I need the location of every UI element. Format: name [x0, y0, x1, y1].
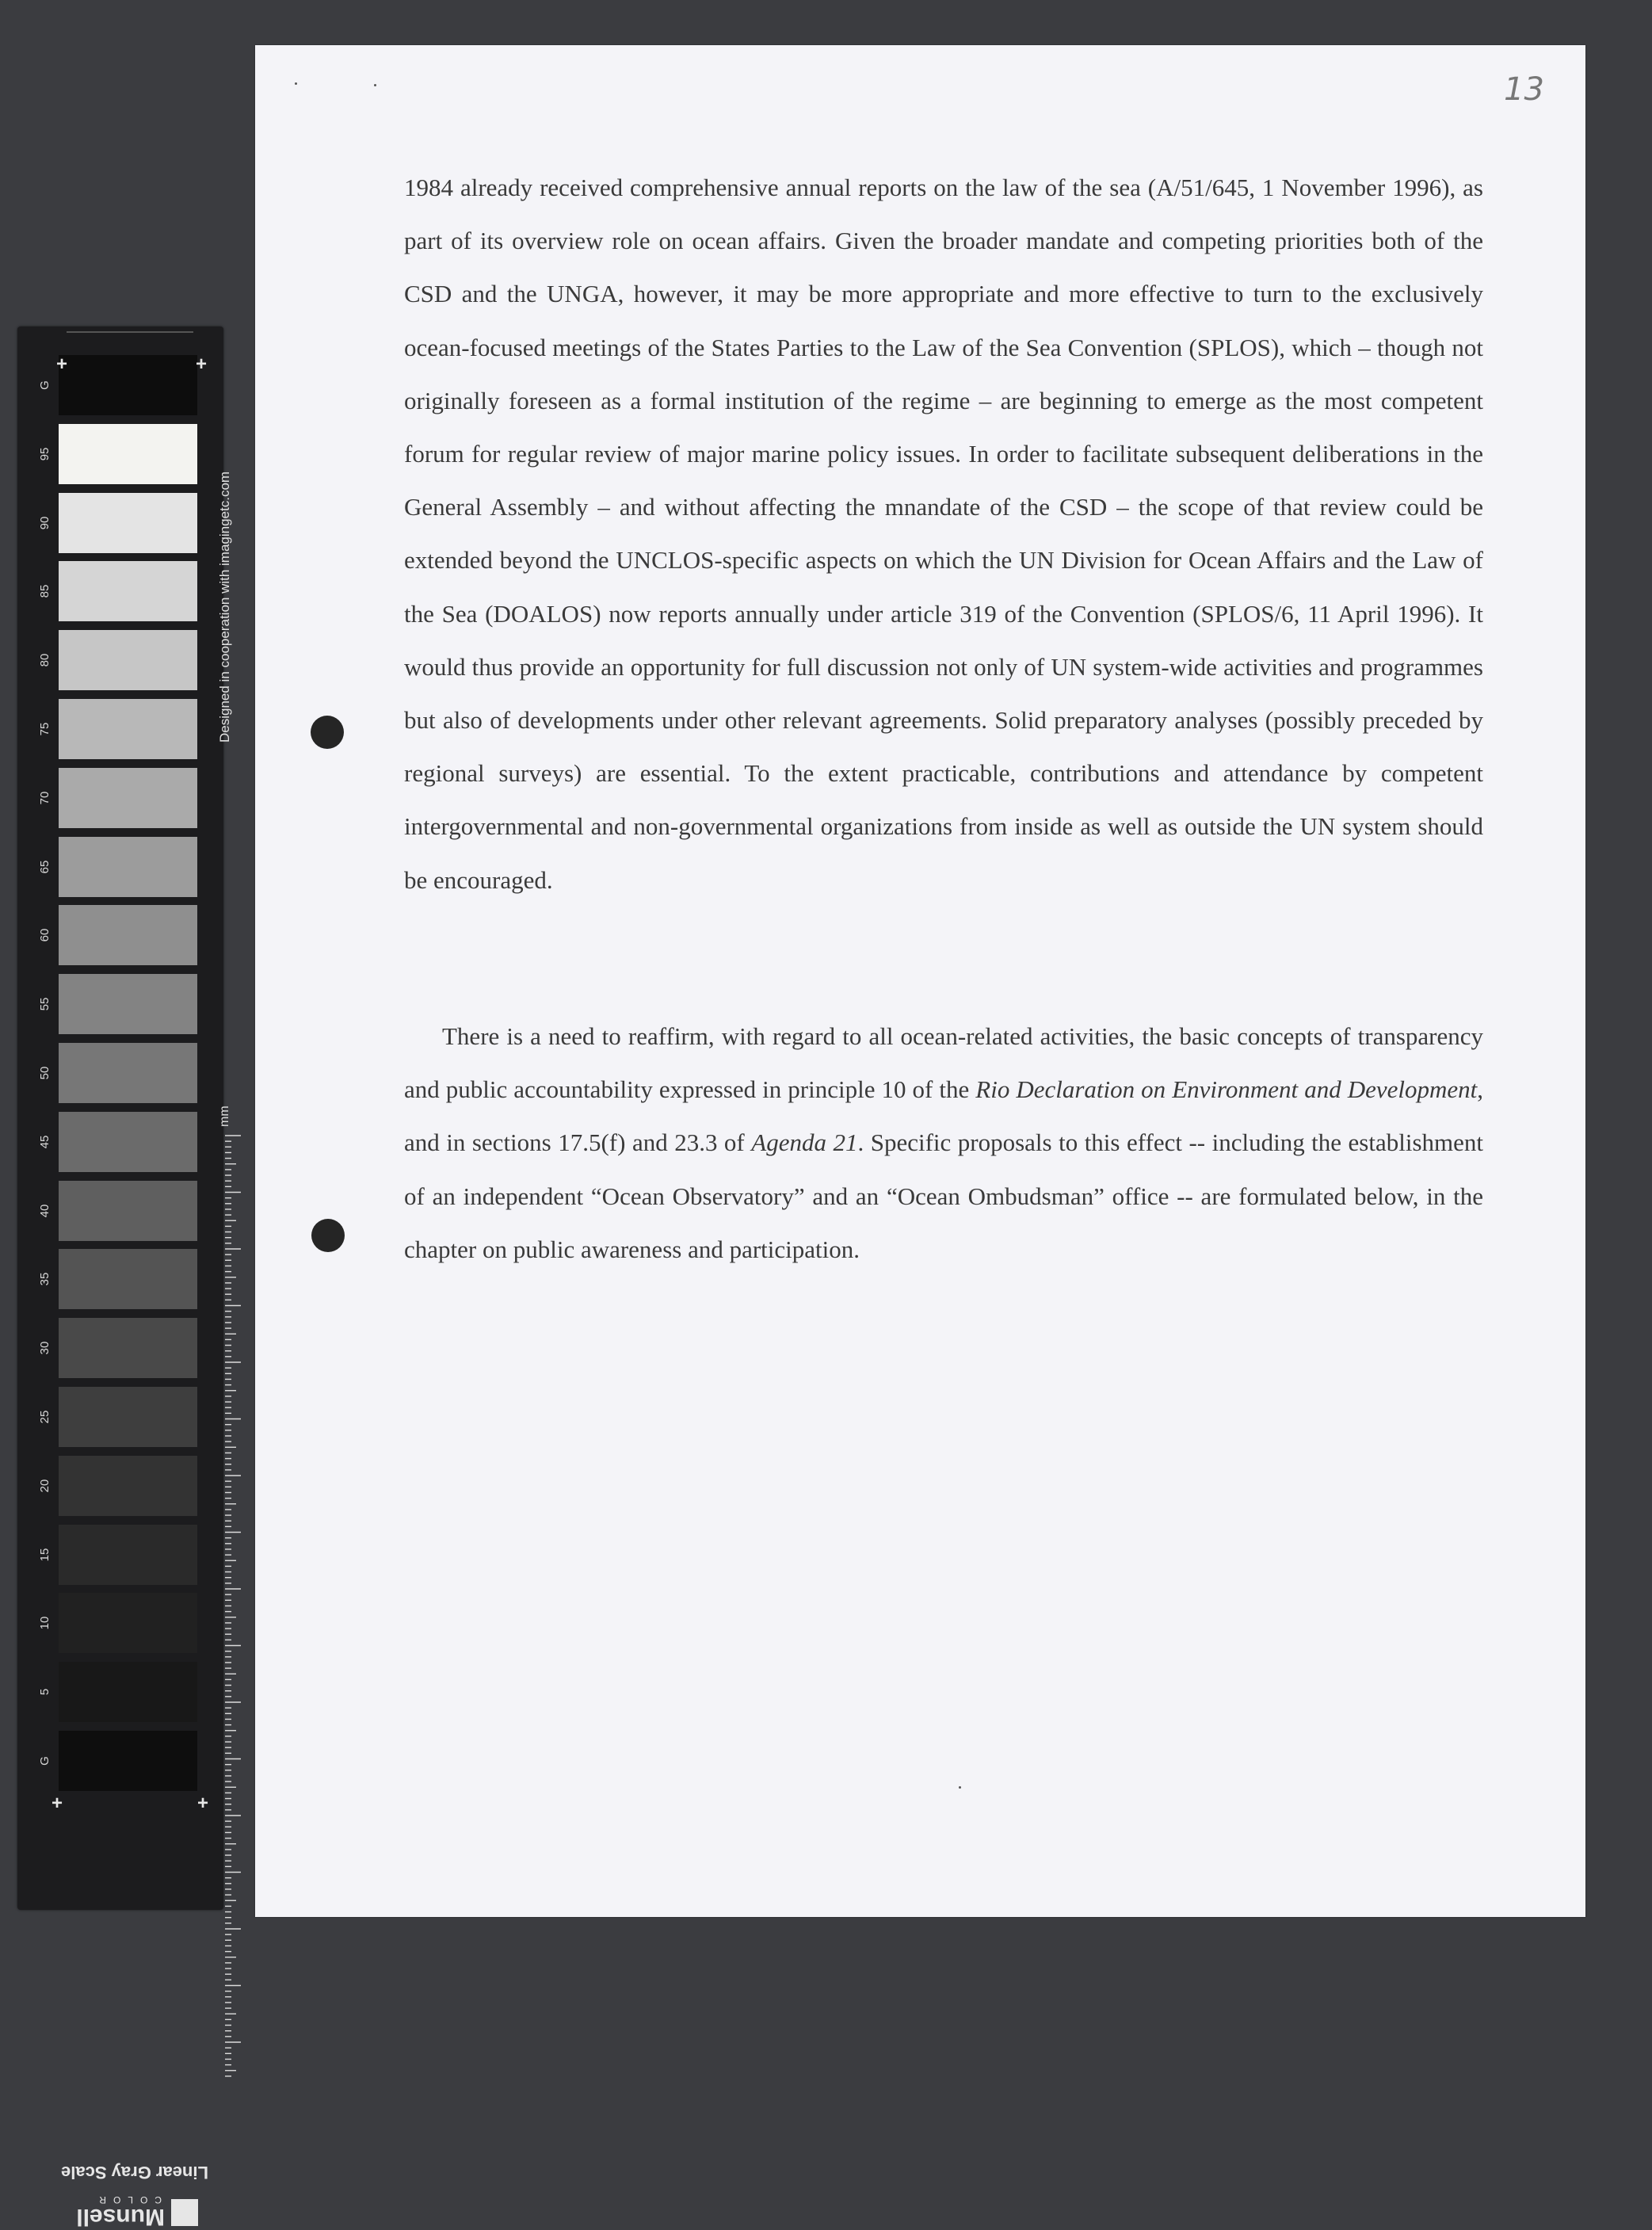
- gray-swatch: [59, 1662, 197, 1722]
- swatch-label: 80: [38, 653, 52, 667]
- designed-in-cooperation-text: Designed in cooperation with imagingetc.com: [217, 471, 232, 743]
- gray-swatch: [59, 1043, 197, 1103]
- swatch-label: G: [38, 380, 52, 390]
- paragraph-2-text: There is a need to reaffirm, with regard to all ocean-related activities, the basic concepts of transparency and public accountability expressed in principle 10 of the: [404, 1022, 1483, 1104]
- swatch-label: 95: [38, 447, 52, 461]
- gray-swatch: [59, 974, 197, 1034]
- gray-swatch: [59, 1456, 197, 1516]
- swatch-label: 70: [38, 791, 52, 805]
- gray-swatch: [59, 1318, 197, 1378]
- gray-swatch: [59, 768, 197, 828]
- registration-cross: +: [196, 1793, 208, 1814]
- gray-swatch: [59, 355, 197, 415]
- swatch-label: 5: [38, 1689, 52, 1696]
- card-top-line: [67, 331, 193, 333]
- munsell-brand-sub: COLOR: [92, 2194, 162, 2205]
- gray-swatch: [59, 1249, 197, 1309]
- paragraph-2-text: . Specific proposals to this effect -- including the establishment of an independent “Ocean Observatory” and an “Ocean Ombudsman” office -- are formulated below, in the chapter on public awareness and participation.: [404, 1128, 1484, 1263]
- body-paragraph-2: [404, 1010, 1483, 1276]
- swatch-label: 20: [38, 1479, 52, 1493]
- millimeter-ruler: [225, 1135, 242, 2078]
- swatch-label: G: [38, 1756, 52, 1766]
- swatch-label: 45: [38, 1135, 52, 1149]
- swatch-label: 65: [38, 860, 52, 873]
- munsell-logo-icon: [171, 2199, 198, 2226]
- swatch-label: 50: [38, 1066, 52, 1080]
- gray-swatch: [59, 630, 197, 690]
- paragraph-2-text: , and in sections 17.5(f) and 23.3 of: [404, 1075, 1484, 1157]
- swatch-label: 55: [38, 997, 52, 1011]
- paper-speck: [374, 84, 376, 86]
- swatch-label: 60: [38, 929, 52, 942]
- swatch-label: 15: [38, 1548, 52, 1561]
- gray-swatch: [59, 1387, 197, 1447]
- body-paragraph-1: 1984 already received comprehensive annual reports on the law of the sea (A/51/645, 1 November 1996), as part of its overview role on ocean affairs. Given the broader mandate and competing priorities both of the CSD and the UNGA, however, it may be more appropriate and more effective to turn to the exclusively ocean-focused meetings of the States Parties to the Law of the Sea Convention (SPLOS), which – though not originally foreseen as a formal institution of the regime – are beginning to emerge as the most competent forum for regular review of major marine policy issues. In order to facilitate subsequent deliberations in the General Assembly – and without affecting the mnandate of the CSD – the scope of that review could be extended beyond the UNCLOS-specific aspects on which the UN Division for Ocean Affairs and the Law of the Sea (DOALOS) now reports annually under article 319 of the Convention (SPLOS/6, 11 April 1996). It would thus provide an opportunity for full discussion not only of UN system-wide activities and programmes but also of developments under other relevant agreements. Solid preparatory analyses (possibly preceded by regional surveys) are essential. To the extent practicable, contributions and attendance by competent intergovernmental and non-governmental organizations from inside as well as outside the UN system should be encouraged.: [404, 174, 1483, 894]
- swatch-label: 75: [38, 722, 52, 736]
- paper-speck: [295, 82, 297, 85]
- gray-swatch: [59, 1525, 197, 1585]
- agenda-21-title: Agenda 21: [751, 1128, 858, 1157]
- swatch-label: 30: [38, 1341, 52, 1355]
- rio-declaration-title: Rio Declaration on Environment and Development: [975, 1075, 1478, 1104]
- mm-label: mm: [218, 1105, 231, 1127]
- gray-swatch: [59, 561, 197, 621]
- gray-swatch: [59, 837, 197, 897]
- gray-swatch: [59, 1112, 197, 1172]
- swatch-label: 10: [38, 1617, 52, 1630]
- swatch-label: 90: [38, 516, 52, 529]
- linear-gray-scale-title: Linear Gray Scale: [61, 2163, 208, 2182]
- gray-swatch: [59, 493, 197, 553]
- paper-speck: [959, 1786, 961, 1789]
- gray-swatch: [59, 1181, 197, 1241]
- swatch-label: 35: [38, 1273, 52, 1286]
- registration-cross: +: [55, 353, 67, 375]
- gray-swatch: [59, 699, 197, 759]
- gray-swatch: [59, 905, 197, 965]
- gray-swatch: [59, 424, 197, 484]
- swatch-label: 40: [38, 1204, 52, 1217]
- gray-swatch: [59, 1731, 197, 1791]
- gray-swatch: [59, 1593, 197, 1653]
- handwritten-page-number: 13: [1504, 71, 1544, 108]
- punch-hole: [311, 1219, 345, 1252]
- munsell-brand: Munsell: [76, 2204, 165, 2230]
- registration-cross: +: [51, 1793, 63, 1814]
- gray-scale-card: [17, 326, 232, 2230]
- swatch-label: 85: [38, 585, 52, 598]
- registration-cross: +: [195, 353, 207, 375]
- punch-hole: [311, 716, 344, 749]
- munsell-logo: [76, 2193, 200, 2230]
- swatch-label: 25: [38, 1410, 52, 1424]
